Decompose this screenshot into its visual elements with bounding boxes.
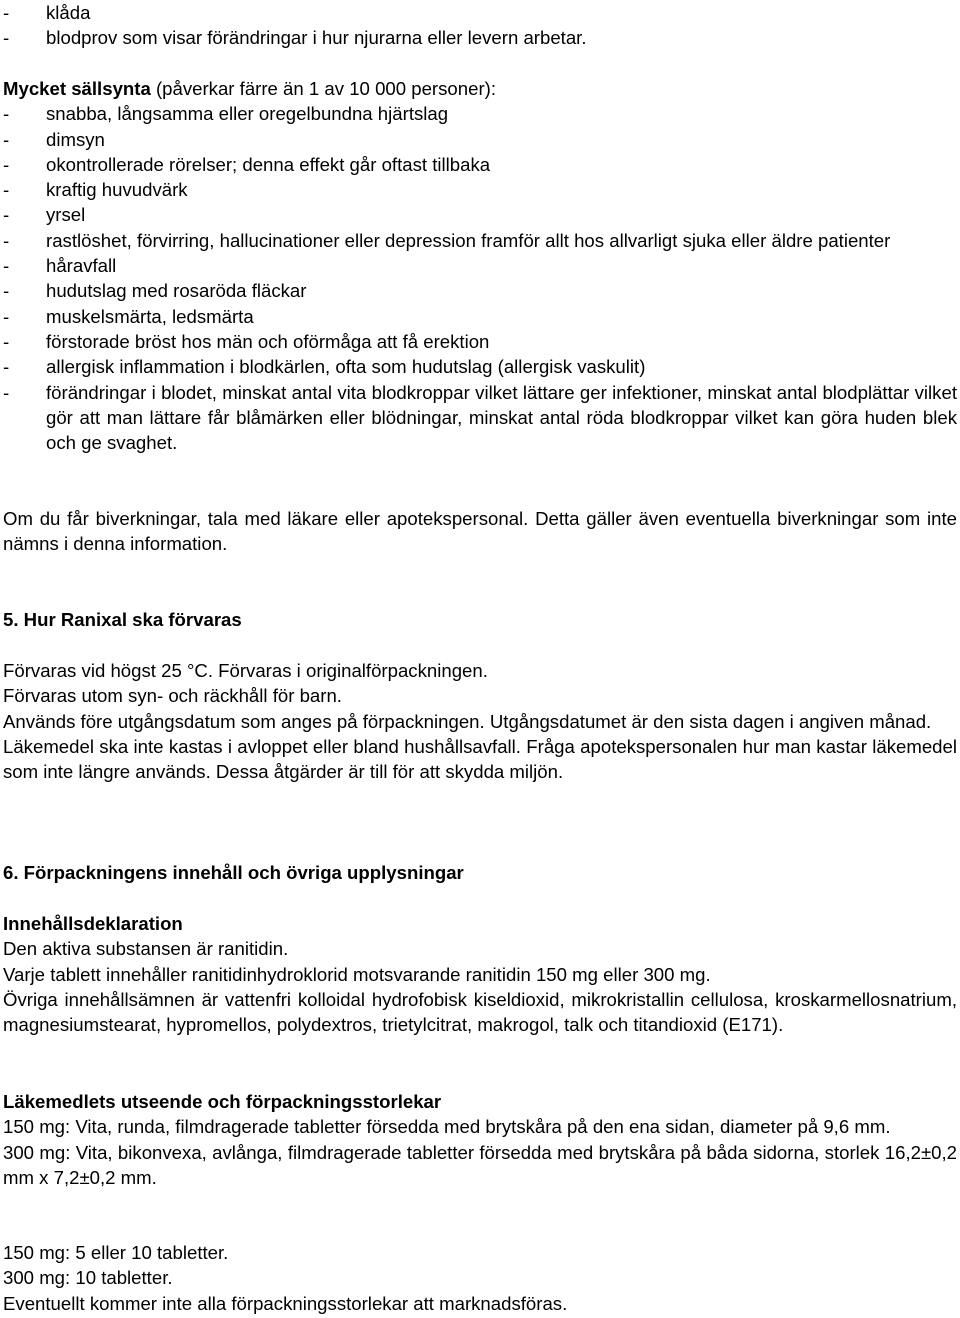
list-item: - förstorade bröst hos män och oförmåga att få erektion <box>3 330 490 352</box>
list-item: - klåda <box>3 2 91 23</box>
list-item-text: snabba, långsamma eller oregelbundna hjärtslag <box>46 103 449 125</box>
declaration-heading: Innehållsdeklaration <box>3 913 183 934</box>
list-item-text: håravfall <box>46 255 117 277</box>
storage-line: Används före utgångsdatum som anges på förpackningen. Utgångsdatumet är den sista dagen i angiven månad. <box>3 710 932 732</box>
section-5-heading: 5. Hur Ranixal ska förvaras <box>3 609 242 630</box>
section-5-body <box>3 658 957 784</box>
list-item-text: muskelsmärta, ledsmärta <box>46 305 254 327</box>
list-item-text: klåda <box>46 2 91 23</box>
list-item: - allergisk inflammation i blodkärlen, ofta som hudutslag (allergisk vaskulit) <box>3 356 646 378</box>
appearance-line: 300 mg: Vita, bikonvexa, avlånga, filmdragerade tabletter försedda med brytskåra på båda sidorna, storlek 16,2±0,2 mm x 7,2±0,2 mm. <box>3 1141 957 1188</box>
rare-heading-bold: Mycket sällsynta <box>3 78 151 99</box>
list-item: - dimsyn <box>3 128 105 150</box>
list-item: - okontrollerade rörelser; denna effekt går oftast tillbaka <box>3 153 491 175</box>
pack-sizes-block <box>3 1240 957 1316</box>
list-item: - förändringar i blodet, minskat antal vita blodkroppar vilket lättare ger infektioner, minskat antal blodplättar vilket gör att man lättare får blåmärken eller blödningar, minskat antal röda blodkroppar vilket kan göra huden blek och ge svaghet. <box>3 381 957 454</box>
list-item-text: blodprov som visar förändringar i hur njurarna eller levern arbetar. <box>46 27 587 49</box>
top-list <box>3 0 957 51</box>
list-item-text: förändringar i blodet, minskat antal vita blodkroppar vilket lättare ger infektioner, minskat antal blodplättar vilket gör att man lättare får blåmärken eller blödningar, minskat antal röda blodkroppar vilket kan göra huden blek och ge svaghet. <box>46 381 957 454</box>
declaration-line: Den aktiva substansen är ranitidin. <box>3 938 289 960</box>
appearance-line: 150 mg: Vita, runda, filmdragerade tabletter försedda med brytskåra på den ena sidan, diameter på 9,6 mm. <box>3 1116 891 1138</box>
rare-side-effects <box>3 76 957 455</box>
pack-size-line: 300 mg: 10 tabletter. <box>3 1267 173 1289</box>
list-item: - yrsel <box>3 204 86 226</box>
list-item-text: kraftig huvudvärk <box>46 179 188 201</box>
list-item-text: dimsyn <box>46 128 105 150</box>
appearance-heading: Läkemedlets utseende och förpackningsstorlekar <box>3 1091 442 1112</box>
rare-heading-rest: (påverkar färre än 1 av 10 000 personer): <box>150 78 496 99</box>
list-item-text: yrsel <box>46 204 86 226</box>
list-item: - snabba, långsamma eller oregelbundna hjärtslag <box>3 103 449 125</box>
list-item: - muskelsmärta, ledsmärta <box>3 305 254 327</box>
declaration-line: Övriga innehållsämnen är vattenfri kolloidal hydrofobisk kiseldioxid, mikrokristallin cellulosa, kroskarmellosnatrium, magnesiumstearat, hypromellos, polydextros, trietylcitrat, makrogol, talk och titandioxid (E171). <box>3 988 957 1036</box>
storage-line: Förvaras vid högst 25 °C. Förvaras i originalförpackningen. <box>3 660 488 681</box>
section-6-heading: 6. Förpackningens innehåll och övriga upplysningar <box>3 862 464 883</box>
pack-size-line: Eventuellt kommer inte alla förpackningsstorlekar att marknadsföras. <box>3 1292 568 1314</box>
storage-line: Läkemedel ska inte kastas i avloppet eller bland hushållsavfall. Fråga apotekspersonalen hur man kastar läkemedel som inte längre används. Dessa åtgärder är till för att skydda miljön. <box>3 735 957 783</box>
list-item-text: rastlöshet, förvirring, hallucinationer eller depression framför allt hos allvarligt sjuka eller äldre patienter <box>46 229 891 251</box>
pack-size-line: 150 mg: 5 eller 10 tabletter. <box>3 1242 229 1263</box>
side-effects-note: Om du får biverkningar, tala med läkare eller apotekspersonal. Detta gäller även eventuella biverkningar som inte nämns i denna information. <box>3 508 957 555</box>
storage-line: Förvaras utom syn- och räckhåll för barn. <box>3 685 342 707</box>
list-item-text: förstorade bröst hos män och oförmåga att få erektion <box>46 330 490 352</box>
list-item: - blodprov som visar förändringar i hur njurarna eller levern arbetar. <box>3 27 587 49</box>
declaration-block <box>3 911 957 1037</box>
rare-heading <box>3 76 957 101</box>
appearance-block <box>3 1089 957 1190</box>
list-item: - kraftig huvudvärk <box>3 179 188 201</box>
list-item: - rastlöshet, förvirring, hallucinationer eller depression framför allt hos allvarligt sjuka eller äldre patienter <box>3 229 891 251</box>
list-item-text: allergisk inflammation i blodkärlen, ofta som hudutslag (allergisk vaskulit) <box>46 356 646 378</box>
list-item: - hudutslag med rosaröda fläckar <box>3 280 307 302</box>
list-item-text: okontrollerade rörelser; denna effekt går oftast tillbaka <box>46 153 491 175</box>
list-item: - håravfall <box>3 255 117 277</box>
declaration-line: Varje tablett innehåller ranitidinhydroklorid motsvarande ranitidin 150 mg eller 300 mg. <box>3 963 711 985</box>
list-item-text: hudutslag med rosaröda fläckar <box>46 280 307 302</box>
